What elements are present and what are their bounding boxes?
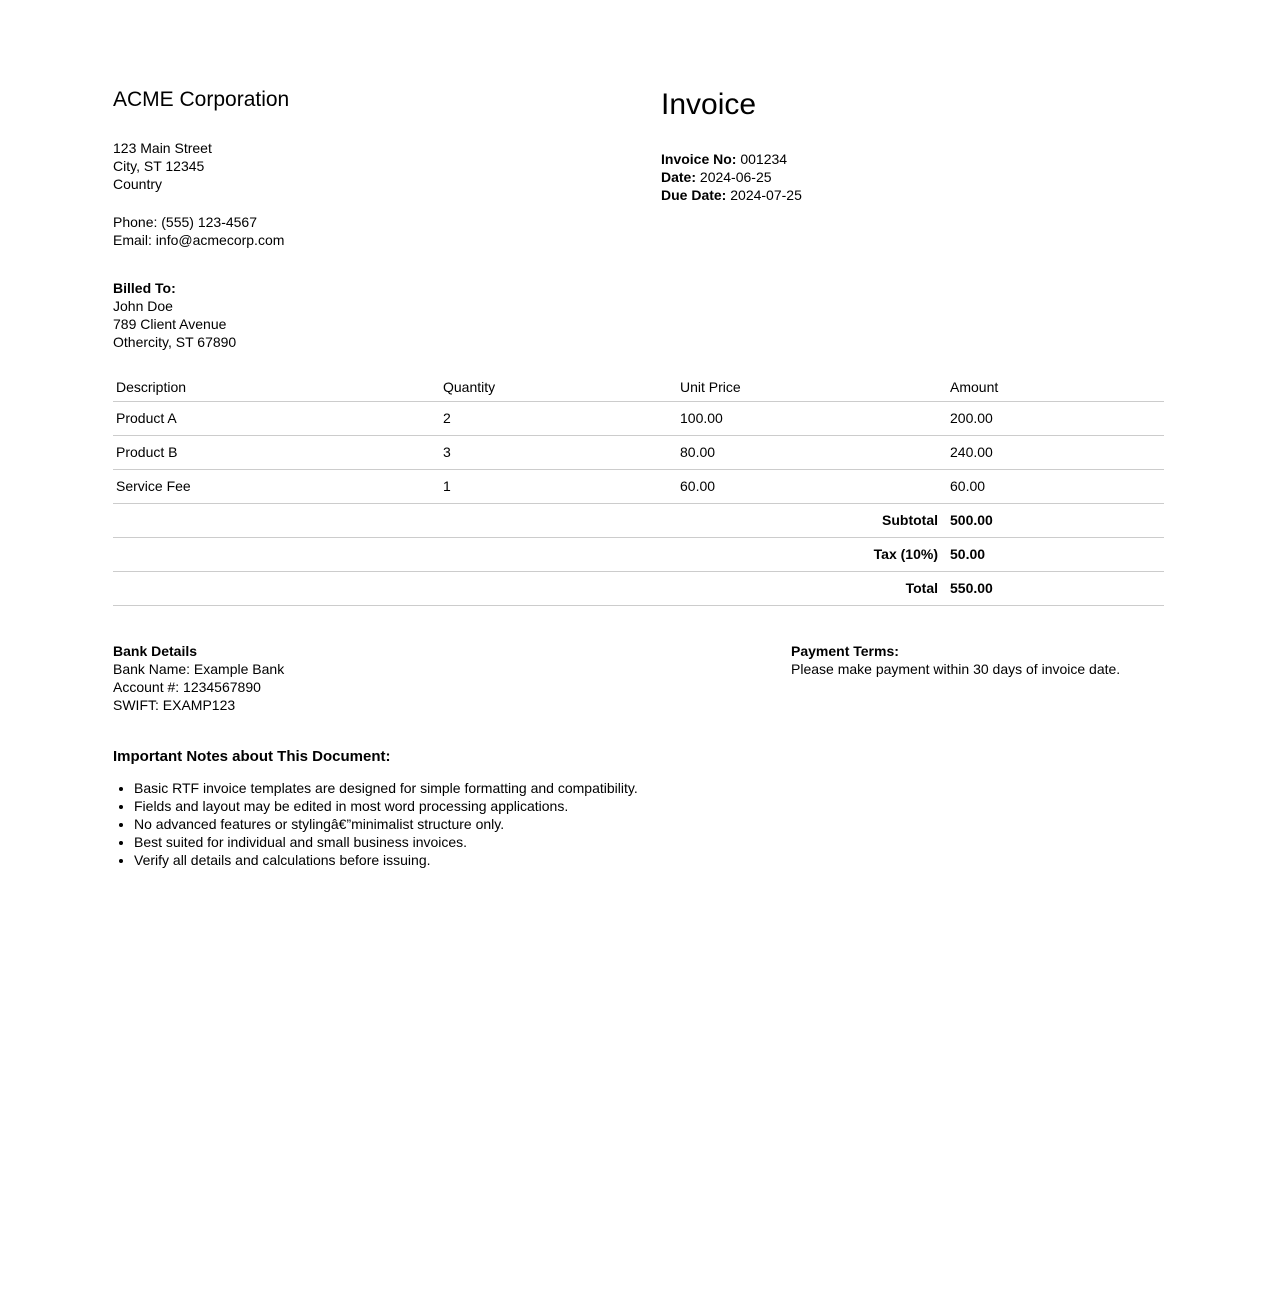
invoice-header <box>113 88 1165 351</box>
invoice-number-row <box>661 150 1165 168</box>
tax-row <box>113 537 1164 571</box>
bank-name-line: Bank Name: Example Bank <box>113 660 285 677</box>
company-address <box>113 139 661 193</box>
line-items-table <box>113 373 1164 606</box>
column-header-amount: Amount <box>947 373 1164 401</box>
subtotal-value: 500.00 <box>947 503 1164 537</box>
item-amount: 60.00 <box>947 469 1164 503</box>
tax-value: 50.00 <box>947 537 1164 571</box>
company-email <box>113 231 661 249</box>
billed-to-line: John Doe <box>113 298 173 314</box>
email-value: info@acmecorp.com <box>155 232 285 248</box>
company-contact <box>113 213 661 249</box>
item-quantity: 1 <box>440 469 677 503</box>
subtotal-row <box>113 503 1164 537</box>
invoice-due-date-label: Due Date: <box>661 187 727 203</box>
total-value: 550.00 <box>947 571 1164 605</box>
table-header-row <box>113 373 1164 401</box>
note-item: • Basic RTF invoice templates are designed for simple formatting and compatibility. <box>134 779 1165 797</box>
total-label: Total <box>113 571 947 605</box>
notes-heading: Important Notes about This Document: <box>113 747 391 765</box>
payment-terms-heading: Payment Terms: <box>791 642 899 659</box>
company-address-line: Country <box>113 176 163 192</box>
phone-label: Phone: <box>113 214 158 230</box>
invoice-date-row <box>661 168 1165 186</box>
bank-swift-line: SWIFT: EXAMP123 <box>113 696 236 713</box>
invoice-due-date-value: 2024-07-25 <box>730 187 802 203</box>
table-row <box>113 435 1164 469</box>
tax-label: Tax (10%) <box>113 537 947 571</box>
payment-terms-block <box>791 642 1165 714</box>
billed-to-label: Billed To: <box>113 280 176 296</box>
invoice-meta-block <box>661 88 1165 351</box>
note-item: • Verify all details and calculations before issuing. <box>134 851 1165 869</box>
invoice-number-value: 001234 <box>740 151 788 167</box>
company-name: ACME Corporation <box>113 88 290 111</box>
company-address-line: City, ST 12345 <box>113 158 205 174</box>
invoice-meta <box>661 150 1165 204</box>
notes-section <box>113 748 1165 869</box>
note-item: • Fields and layout may be edited in most word processing applications. <box>134 797 1165 815</box>
billed-to-line: 789 Client Avenue <box>113 316 227 332</box>
item-unit-price: 80.00 <box>677 435 947 469</box>
item-description: Service Fee <box>113 469 440 503</box>
bank-details-block <box>113 642 791 714</box>
item-amount: 200.00 <box>947 401 1164 435</box>
item-description: Product B <box>113 435 440 469</box>
item-quantity: 3 <box>440 435 677 469</box>
company-phone <box>113 213 661 231</box>
column-header-description: Description <box>113 373 440 401</box>
bank-account-line: Account #: 1234567890 <box>113 678 261 695</box>
item-amount: 240.00 <box>947 435 1164 469</box>
subtotal-label: Subtotal <box>113 503 947 537</box>
table-row <box>113 469 1164 503</box>
notes-list <box>113 779 1165 869</box>
item-unit-price: 60.00 <box>677 469 947 503</box>
invoice-number-label: Invoice No: <box>661 151 737 167</box>
company-block <box>113 88 661 351</box>
bank-payment-section <box>113 642 1165 714</box>
invoice-due-date-row <box>661 186 1165 204</box>
invoice-date-label: Date: <box>661 169 697 185</box>
phone-value: (555) 123-4567 <box>161 214 258 230</box>
item-quantity: 2 <box>440 401 677 435</box>
item-description: Product A <box>113 401 440 435</box>
company-address-line: 123 Main Street <box>113 140 212 156</box>
column-header-quantity: Quantity <box>440 373 677 401</box>
invoice-title: Invoice <box>661 88 757 121</box>
payment-terms-text: Please make payment within 30 days of invoice date. <box>791 660 1121 677</box>
total-row <box>113 571 1164 605</box>
billed-to-line: Othercity, ST 67890 <box>113 334 237 350</box>
billed-to-block <box>113 279 661 351</box>
table-row <box>113 401 1164 435</box>
column-header-unit-price: Unit Price <box>677 373 947 401</box>
note-item: • No advanced features or stylingâ€”minimalist structure only. <box>134 815 1165 833</box>
note-item: • Best suited for individual and small business invoices. <box>134 833 1165 851</box>
item-unit-price: 100.00 <box>677 401 947 435</box>
email-label: Email: <box>113 232 152 248</box>
bank-details-heading: Bank Details <box>113 642 198 659</box>
invoice-date-value: 2024-06-25 <box>699 169 772 185</box>
